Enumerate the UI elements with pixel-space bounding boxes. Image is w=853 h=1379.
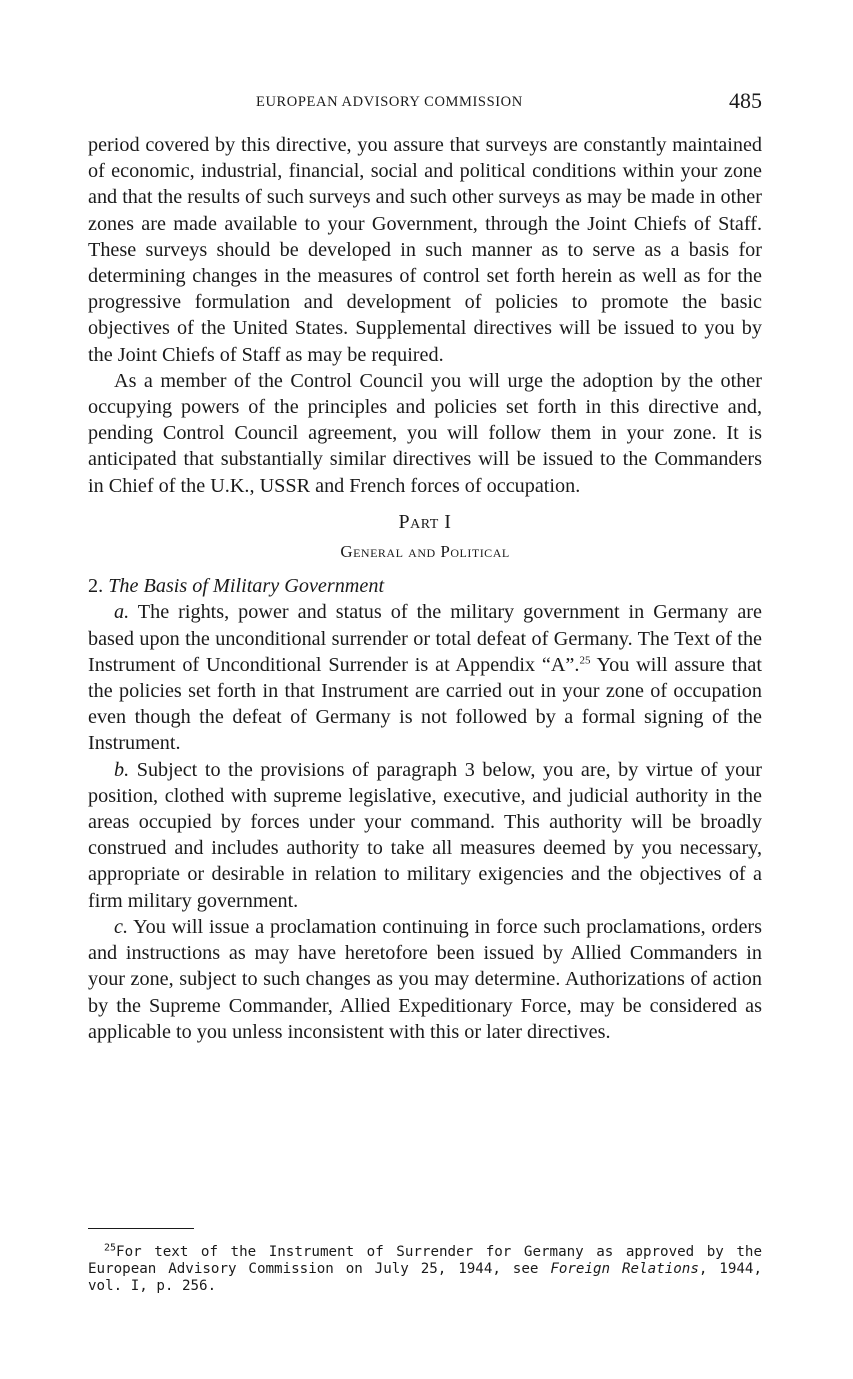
page-header	[88, 88, 762, 118]
paragraph-c	[88, 914, 762, 1045]
subsection-title: The Basis of Military Government	[108, 575, 385, 598]
body-text	[88, 132, 762, 1045]
paragraph-a-text-2: You will assure that the policies set forth in that Instrument are carried out in your zone of occupation even though the defeat of Germany is not followed by a formal signing of the Instrument.	[88, 653, 762, 755]
paragraph-b-label: b.	[114, 758, 130, 781]
paragraph-b	[88, 757, 762, 914]
paragraph-a-text-1: The rights, power and status of the military government in Germany are based upon the unconditional surrender or total defeat of Germany. The Text of the Instrument of Unconditional Surrender is at Appendix “A”.	[88, 601, 762, 676]
section-heading	[88, 539, 762, 565]
footnote-source-title: Foreign Relations	[550, 1261, 699, 1277]
paragraph-b-text: Subject to the provisions of paragraph 3 below, you are, by virtue of your position, clothed with supreme legislative, executive, and judicial authority in the areas occupied by forces under your command. This authority will be broadly construed and includes authority to take all measures deemed by you necessary, appropriate or desirable in relation to military exigencies and the objectives of a firm military government.	[88, 758, 762, 912]
running-title: EUROPEAN ADVISORY COMMISSION	[256, 94, 523, 110]
footnote-paragraph	[88, 1244, 762, 1295]
footnote-text-1: For text of the Instrument of Surrender for Germany as approved by the European Advisory Commission on July 25, 1944, see	[88, 1244, 762, 1277]
paragraph-a-label: a.	[114, 601, 130, 624]
paragraph-a	[88, 599, 762, 756]
footnote-divider	[88, 1228, 194, 1229]
part-heading	[88, 509, 762, 535]
subsection-number: 2.	[88, 575, 104, 598]
footnote-text-2: , 1944, vol. I, p. 256.	[88, 1261, 762, 1294]
paragraph-c-label: c.	[114, 915, 129, 938]
footnote-reference[interactable]: 25	[579, 654, 591, 667]
paragraph-continuation: period covered by this directive, you assure that surveys are constantly maintained of economic, industrial, financial, social and political conditions within your zone and that the results of such surveys and such other surveys as may be made in other zones are made available to your Government, through the Joint Chiefs of Staff. These surveys should be developed in such manner as to serve as a basis for determining changes in the measures of control set forth herein as well as for the progressive formulation and development of policies to promote the basic objectives of the United States. Supplemental directives will be issued to you by the Joint Chiefs of Staff as may be required.	[88, 134, 762, 366]
footnote-marker: 25	[104, 1242, 117, 1254]
page-number: 485	[729, 88, 762, 113]
subsection-heading	[88, 573, 762, 599]
paragraph-control-council: As a member of the Control Council you will urge the adoption by the other occupying powers of the principles and policies set forth in this directive and, pending Control Council agreement, you will follow them in your zone. It is anticipated that substantially similar directives will be issued to the Commanders in Chief of the U.K., USSR and French forces of occupation.	[88, 369, 762, 497]
paragraph-c-text: You will issue a proclamation continuing in force such proclamations, orders and instructions as may have heretofore been issued by Allied Commanders in your zone, subject to such changes as you may determine. Authorizations of action by the Supreme Commander, Allied Expeditionary Force, may be considered as applicable to you unless inconsistent with this or later directives.	[88, 915, 762, 1043]
footnote	[88, 1244, 762, 1295]
part-heading-text: Part I	[398, 510, 452, 533]
section-heading-text: General and Political	[340, 542, 510, 562]
